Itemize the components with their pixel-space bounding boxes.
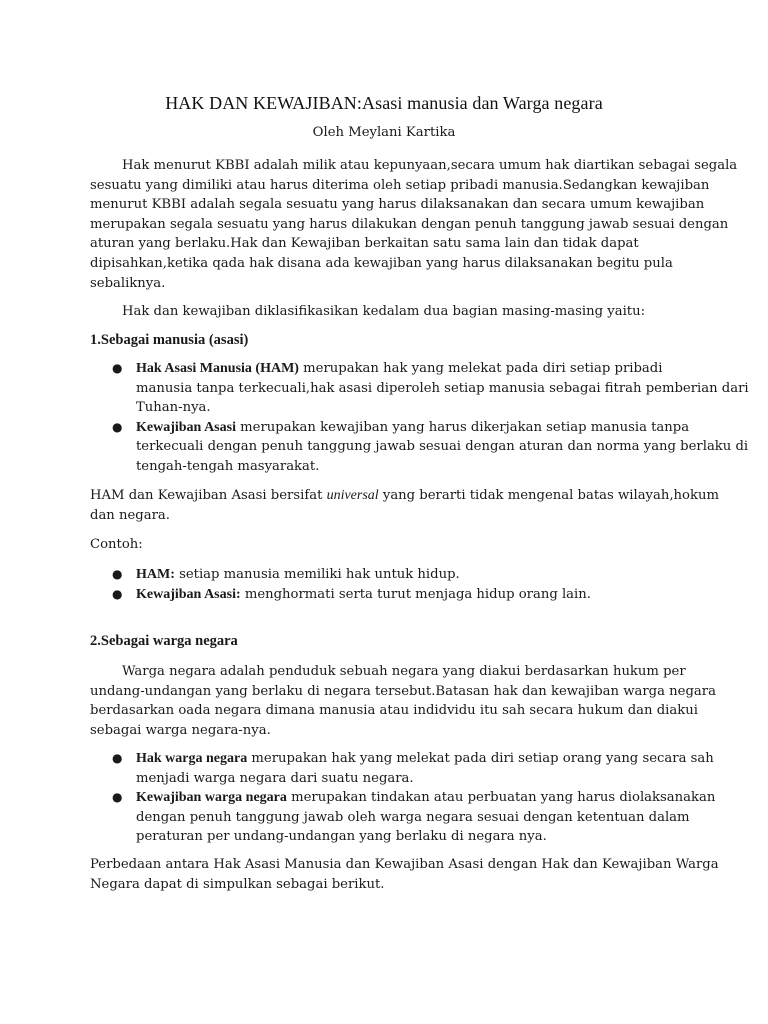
text-line: menurut KBBI adalah segala sesuatu yang harus dilaksanakan dan secara umum kewajiban	[90, 197, 705, 213]
term-label: Kewajiban Asasi:	[136, 586, 241, 602]
section2-heading: 2.Sebagai warga negara	[90, 633, 238, 649]
term-label: Kewajiban Asasi	[136, 419, 236, 435]
intro-paragraph	[90, 156, 738, 293]
text-segment: HAM dan Kewajiban Asasi bersifat	[90, 488, 327, 503]
closing-paragraph	[90, 855, 719, 894]
bullet-icon: ●	[112, 419, 123, 434]
list-item	[112, 565, 702, 585]
text-line: sesuatu yang dimiliki atau harus diterima oleh setiap pribadi manusia.Sedangkan kewajiban	[90, 177, 710, 193]
term-description: setiap manusia memiliki hak untuk hidup.	[174, 567, 460, 582]
text-line: aturan yang berlaku.Hak dan Kewajiban berkaitan satu sama lain dan tidak dapat	[90, 236, 639, 252]
bullet-icon: ●	[112, 567, 123, 581]
text-line: manusia tanpa terkecuali,hak asasi diperoleh setiap manusia sebagai fitrah pemberian dari	[136, 380, 749, 396]
section1-list	[112, 359, 749, 477]
term-label: Hak warga negara	[136, 751, 248, 766]
contoh-label: Contoh:	[90, 537, 143, 552]
list-item	[112, 418, 749, 477]
term-label: Hak Asasi Manusia (HAM)	[136, 361, 299, 376]
section1-heading: 1.Sebagai manusia (asasi)	[90, 332, 249, 348]
author-line: Oleh Meylani Kartika	[312, 125, 456, 140]
text-line: dengan penuh tanggung jawab oleh warga negara sesuai dengan ketentuan dalam	[136, 809, 690, 825]
term-description: menghormati serta turut menjaga hidup orang lain.	[240, 586, 591, 602]
text-line: undang-undangan yang berlaku di negara tersebut.Batasan hak dan kewajiban warga negara	[90, 683, 716, 699]
classification-paragraph: Hak dan kewajiban diklasifikasikan kedalam dua bagian masing-masing yaitu:	[122, 304, 646, 319]
term-description: merupakan hak yang melekat pada diri setiap orang yang secara sah	[247, 751, 714, 766]
italic-term: universal	[326, 488, 379, 503]
term-description: merupakan hak yang melekat pada diri setiap pribadi	[298, 361, 663, 376]
text-line: terkecuali dengan penuh tanggung jawab sesuai dengan aturan dan norma yang berlaku di	[136, 439, 749, 455]
text-line: sebaliknya.	[90, 275, 166, 291]
page-title: HAK DAN KEWAJIBAN:Asasi manusia dan Warga negara	[165, 93, 603, 113]
text-line: merupakan segala sesuatu yang harus dilakukan dengan penuh tanggung jawab sesuai dengan	[90, 216, 729, 232]
list-item	[112, 749, 714, 788]
bullet-icon: ●	[112, 586, 123, 601]
term-label: Kewajiban warga negara	[136, 790, 287, 806]
text-segment: yang berarti tidak mengenal batas wilayah,hokum	[378, 488, 719, 503]
text-line: peraturan per undang-undangan yang berlaku di negara nya.	[136, 829, 547, 845]
universal-paragraph	[90, 486, 719, 525]
section2-paragraph	[90, 662, 716, 740]
text-line: tengah-tengah masyarakat.	[136, 458, 320, 474]
text-line: Warga negara adalah penduduk sebuah negara yang diakui berdasarkan hukum per	[122, 664, 686, 679]
text-line: menjadi warga negara dari suatu negara.	[136, 770, 414, 786]
bullet-icon: ●	[112, 361, 123, 375]
list-item	[112, 585, 702, 605]
text-line: sebagai warga negara-nya.	[90, 722, 271, 738]
text-line: dan negara.	[90, 507, 170, 523]
list-item	[112, 359, 749, 418]
bullet-icon: ●	[112, 790, 123, 805]
section2-list	[112, 749, 716, 847]
term-description: merupakan tindakan atau perbuatan yang harus diolaksanakan	[286, 790, 716, 806]
term-description: merupakan kewajiban yang harus dikerjakan setiap manusia tanpa	[235, 419, 690, 435]
text-line: Negara dapat di simpulkan sebagai berikut.	[90, 876, 385, 892]
text-line: Perbedaan antara Hak Asasi Manusia dan Kewajiban Asasi dengan Hak dan Kewajiban Warga	[90, 857, 719, 872]
bullet-icon: ●	[112, 751, 123, 765]
term-label: HAM:	[136, 567, 175, 582]
examples-list	[112, 565, 702, 604]
text-line: berdasarkan oada negara dimana manusia atau indidvidu itu sah secara hukum dan diakui	[90, 703, 698, 719]
text-line: Hak menurut KBBI adalah milik atau kepunyaan,secara umum hak diartikan sebagai segala	[122, 158, 738, 173]
text-line: Tuhan-nya.	[136, 400, 211, 416]
list-item	[112, 788, 716, 847]
text-line: dipisahkan,ketika qada hak disana ada kewajiban yang harus dilaksanakan begitu pula	[90, 255, 673, 271]
